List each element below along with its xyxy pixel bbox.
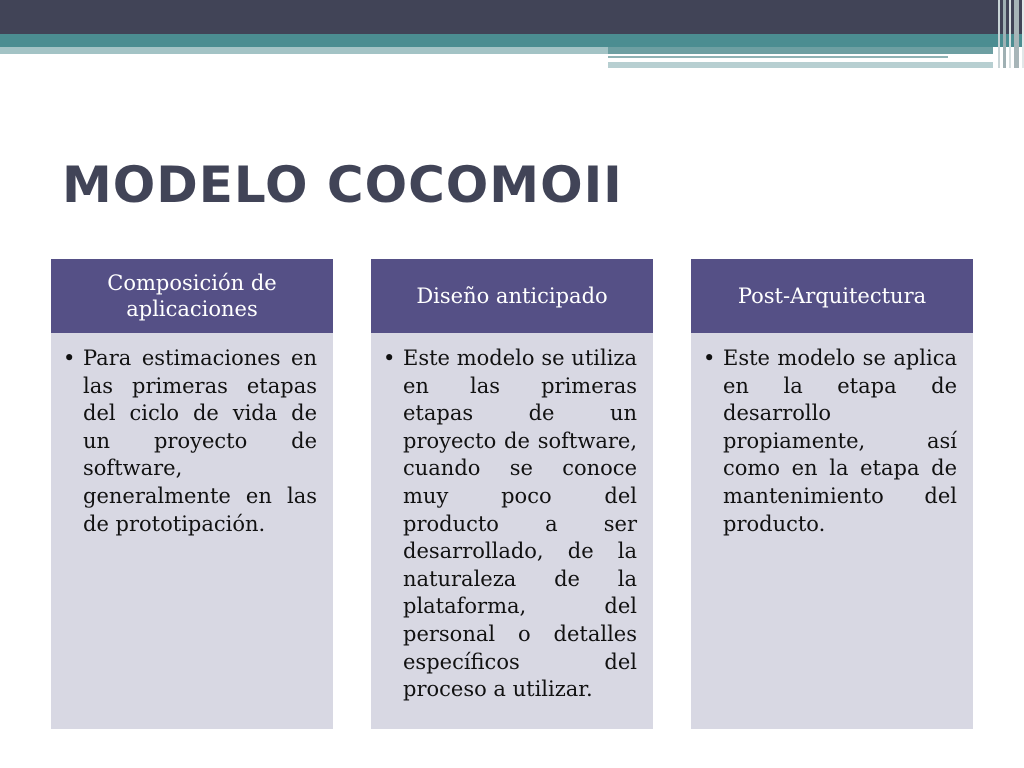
bullet-text: Este modelo se aplica en la etapa de desarrollo propiamente, así como en la etapa de mantenimiento del producto.	[723, 346, 957, 536]
bullet-text: Este modelo se utiliza en las primeras etapas de un proyecto de software, cuando se conoce muy poco del producto a ser desarrollado, de la naturaleza de la plataforma, del personal o detalles específicos del proceso a utilizar.	[403, 346, 637, 702]
top-band-line-lower	[608, 62, 993, 68]
column-composicion	[51, 259, 333, 729]
bullet-text: Para estimaciones en las primeras etapas del ciclo de vida de un proyecto de software, generalmente en las de prototipación.	[83, 346, 317, 536]
slide-title: MODELO COCOMOII	[62, 156, 623, 214]
corner-stripe	[1009, 0, 1011, 68]
column-post-arquitectura	[691, 259, 973, 729]
bullet-item	[703, 345, 957, 538]
top-band-light	[0, 47, 608, 54]
bullet-icon: •	[703, 346, 716, 370]
column-header: Post-Arquitectura	[691, 259, 973, 333]
top-band-teal	[0, 34, 1024, 47]
top-band-dark	[0, 0, 1024, 34]
column-diseno-anticipado	[371, 259, 653, 729]
column-header: Composición de aplicaciones	[51, 259, 333, 333]
corner-stripe	[1014, 0, 1019, 68]
column-body	[691, 333, 973, 729]
top-band-line	[608, 56, 948, 58]
bullet-item	[63, 345, 317, 538]
corner-stripe	[998, 0, 1000, 68]
column-header: Diseño anticipado	[371, 259, 653, 333]
bullet-item	[383, 345, 637, 704]
top-band-accent	[608, 47, 993, 54]
bullet-icon: •	[383, 346, 396, 370]
column-body	[371, 333, 653, 729]
bullet-icon: •	[63, 346, 76, 370]
corner-stripes	[992, 0, 1024, 68]
corner-stripe	[1003, 0, 1006, 68]
column-body	[51, 333, 333, 729]
